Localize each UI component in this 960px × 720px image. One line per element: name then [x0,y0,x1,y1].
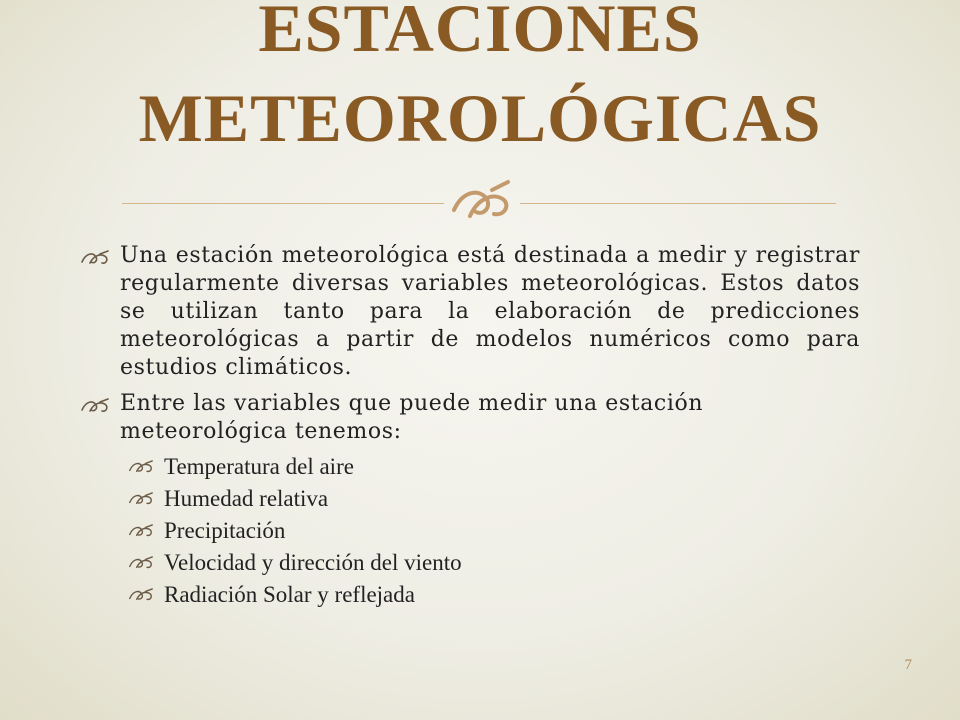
slide-title-line-2: METEOROLÓGICAS [138,80,822,156]
ornament-bullet-icon [128,524,154,538]
page-number: 7 [904,657,912,673]
sub-bullet-text: Humedad relativa [164,486,329,511]
sub-bullet-text: Velocidad y dirección del viento [164,550,462,575]
slide-content [80,242,860,614]
sub-bullet-text: Radiación Solar y reflejada [164,582,415,607]
sub-bullet-text: Temperatura del aire [164,454,354,479]
ornament-bullet-icon [80,250,110,266]
ornament-bullet-icon [128,588,154,602]
slide-title-line-1: ESTACIONES [258,0,702,66]
ornament-bullet-icon [128,556,154,570]
bullet-text: Entre las variables que puede medir una estación meteorológica tenemos: [120,391,704,444]
sub-bullet-item [128,582,860,608]
title-divider-right [520,203,836,204]
ornament-bullet-icon [128,460,154,474]
sub-bullet-text: Precipitación [164,518,286,543]
bullet-text: Una estación meteorológica está destinada a medir y registrar regularmente diversas variables meteorológicas. Estos datos se utilizan tanto para la elaboración de predicciones meteorológicas a partir de modelos numéricos como para estudios climáticos. [120,243,860,380]
ornament-bullet-icon [80,398,110,414]
title-divider-left [122,203,444,204]
sub-bullet-list [80,454,860,608]
bullet-item [80,390,860,446]
ornament-bullet-icon [128,492,154,506]
sub-bullet-item [128,550,860,576]
sub-bullet-item [128,518,860,544]
sub-bullet-item [128,454,860,480]
bullet-item [80,242,860,382]
ornament-divider-icon [448,172,516,228]
sub-bullet-item [128,486,860,512]
